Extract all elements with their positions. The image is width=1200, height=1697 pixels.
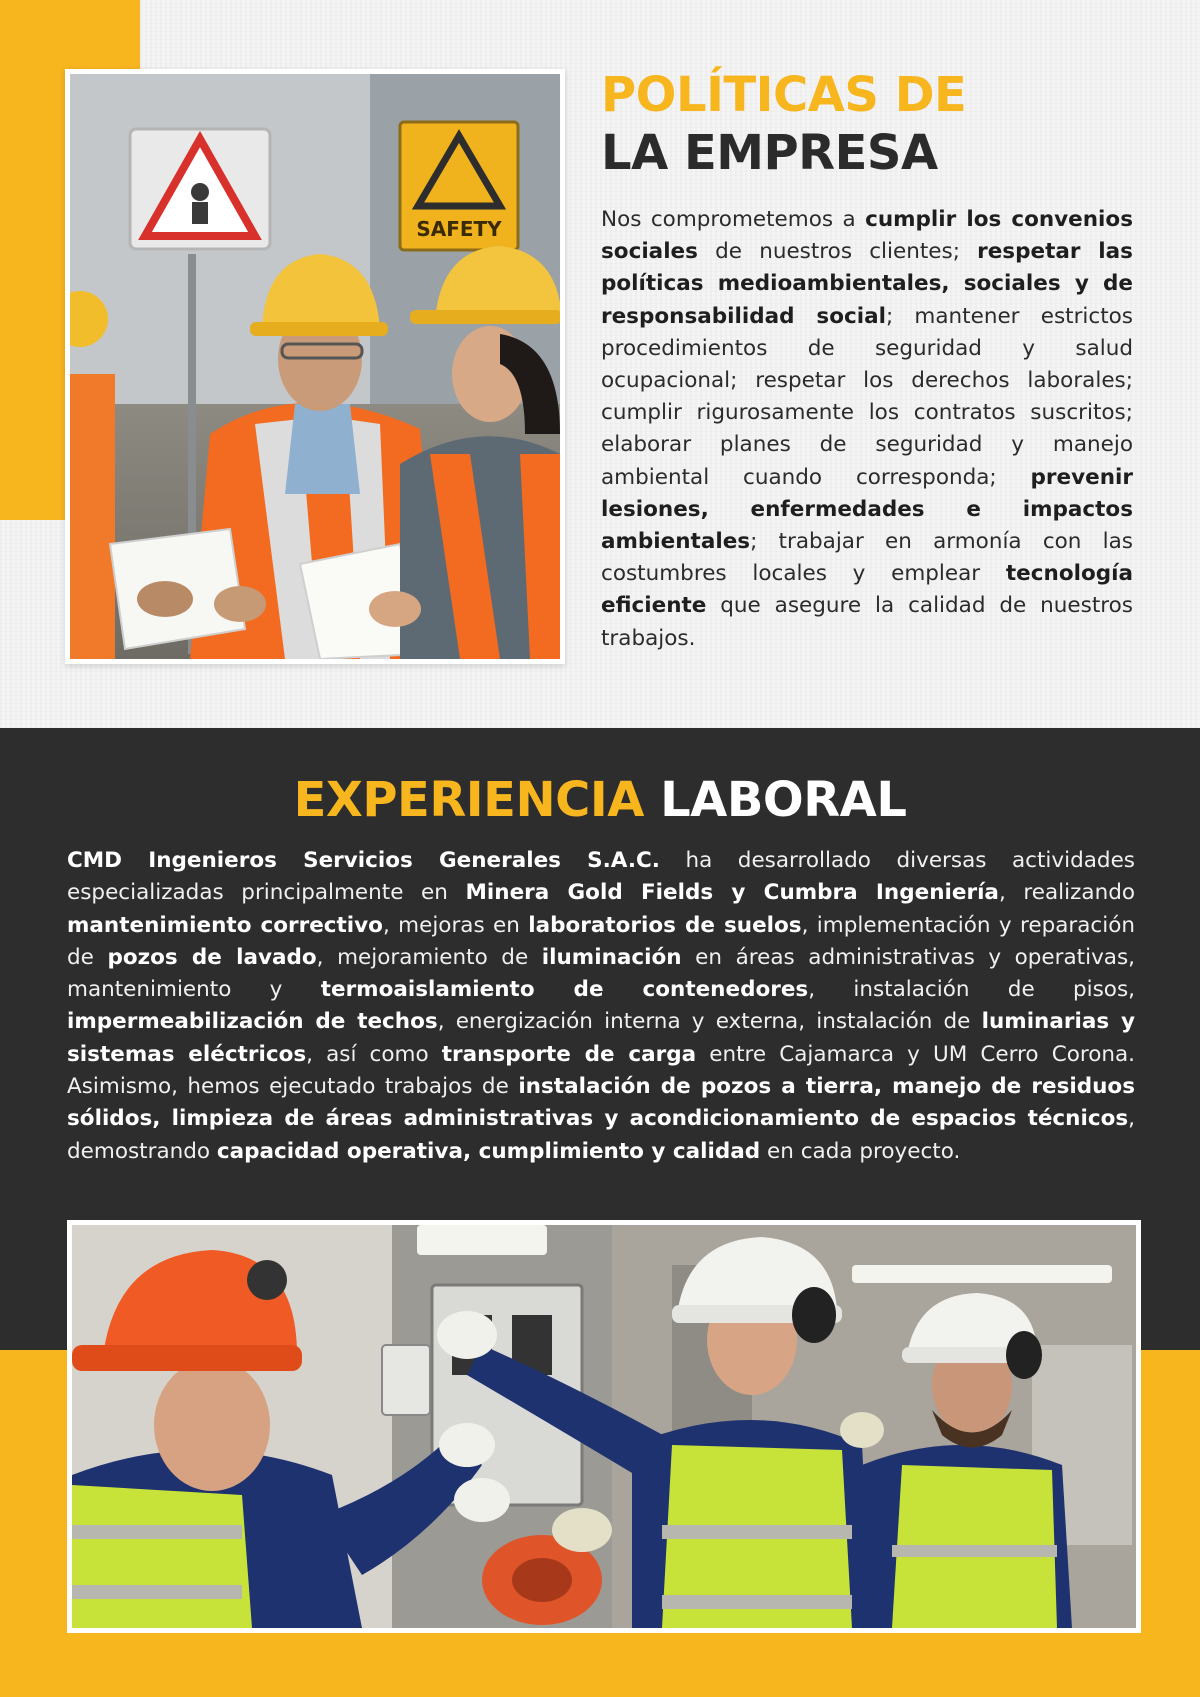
experience-text-segment: , instalación de pisos,	[808, 977, 1135, 1003]
policies-paragraph	[601, 204, 1133, 655]
policies-text-segment: Nos comprometemos a	[601, 207, 866, 232]
experience-title-highlight: EXPERIENCIA	[293, 772, 644, 828]
experience-text-segment: , demostrando	[67, 1106, 1135, 1164]
experience-text-segment: entre Cajamarca y UM Cerro Corona. Asimismo, hemos ejecutado trabajos de	[67, 1041, 1136, 1100]
experience-text-segment: instalación de pozos a tierra, manejo de residuos sólidos, limpieza de áreas administrativas y acondicionamiento de espacios técnicos	[67, 1074, 1135, 1132]
policies-title-line2: LA EMPRESA	[601, 125, 938, 181]
experience-text-segment: impermeabilización de techos	[67, 1009, 438, 1035]
policies-text-segment: respetar las políticas medioambientales, sociales y de responsabilidad social	[601, 239, 1133, 329]
policies-text-segment: prevenir lesiones, enfermedades e impactos ambientales	[601, 464, 1133, 555]
policies-title	[601, 66, 1133, 182]
experience-paragraph	[67, 845, 1135, 1168]
experience-text-segment: ha desarrollado diversas actividades especializadas principalmente en	[67, 848, 1135, 906]
experience-text-segment: en áreas administrativas y operativas, mantenimiento y	[67, 944, 1136, 1003]
policies-title-line1: POLÍTICAS DE	[601, 67, 967, 123]
electricians-photo	[67, 1220, 1141, 1633]
policies-text-segment: tecnología eficiente	[601, 561, 1133, 619]
experience-text-segment: Minera Gold Fields y Cumbra Ingeniería	[465, 880, 999, 906]
experience-text-segment: , implementación y reparación de	[67, 912, 1135, 970]
policies-text-segment: de nuestros clientes;	[697, 239, 978, 265]
policies-text-segment: cumplir los convenios sociales	[601, 207, 1133, 265]
electricians-photo-illustration	[72, 1225, 1136, 1628]
experience-text-segment: en cada proyecto.	[760, 1138, 961, 1164]
experience-text-segment: , así como	[306, 1041, 442, 1067]
experience-text-segment: capacidad operativa, cumplimiento y calidad	[216, 1138, 761, 1164]
experience-title	[0, 768, 1200, 832]
policies-text-segment: que asegure la calidad de nuestros trabajos.	[601, 593, 1133, 651]
experience-text-segment: mantenimiento correctivo	[67, 912, 383, 938]
policies-text-segment: ; trabajar en armonía con las costumbres locales y emplear	[601, 529, 1133, 587]
experience-text-segment: luminarias y sistemas eléctricos	[67, 1009, 1136, 1067]
experience-text-segment: , mejoramiento de	[316, 944, 542, 970]
experience-text-segment: CMD Ingenieros Servicios Generales S.A.C.	[67, 848, 660, 873]
experience-text-segment: laboratorios de suelos	[528, 912, 802, 938]
engineers-photo-illustration	[70, 74, 560, 659]
experience-text-segment: transporte de carga	[441, 1041, 697, 1067]
experience-text-segment: pozos de lavado	[107, 944, 317, 970]
experience-text-segment: termoaislamiento de contenedores	[320, 977, 809, 1003]
experience-title-rest: LABORAL	[660, 772, 907, 828]
experience-text-segment: , realizando	[998, 880, 1135, 906]
safety-sign-text: SAFETY	[416, 217, 502, 241]
engineers-photo	[65, 69, 565, 664]
experience-text-segment: iluminación	[541, 944, 682, 970]
experience-text-segment: , energización interna y externa, instalación de	[437, 1009, 982, 1035]
policies-text-segment: ; mantener estrictos procedimientos de seguridad y salud ocupacional; respetar los derechos laborales; cumplir rigurosamente los contratos suscritos; elaborar planes de seguridad y manejo ambiental cuando corresponda;	[601, 303, 1133, 490]
experience-text-segment: , mejoras en	[382, 912, 529, 938]
